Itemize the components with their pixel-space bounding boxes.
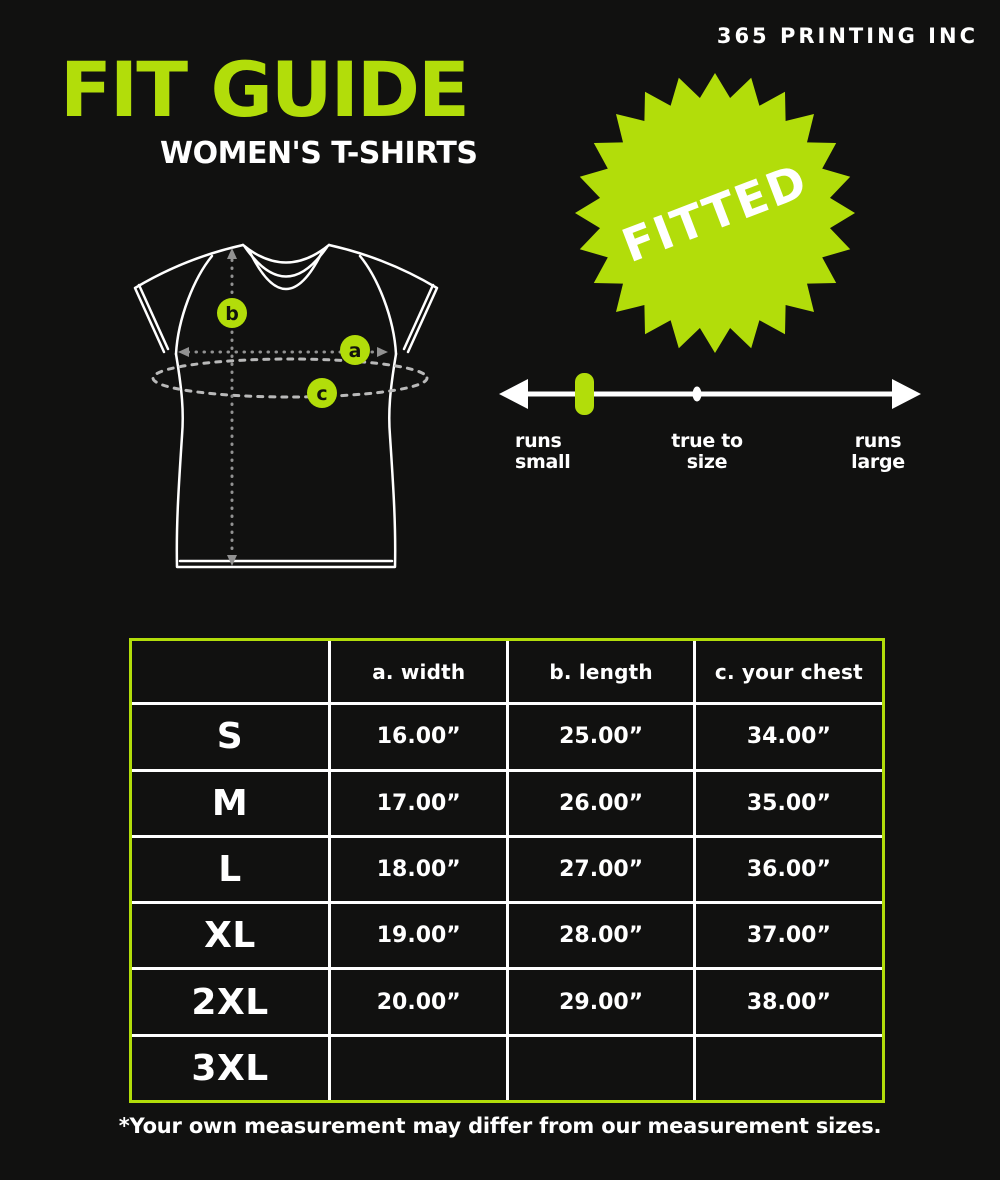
width-cell: 18.00” [331,838,506,901]
size-cell: M [132,772,328,835]
chest-cell: 37.00” [696,904,882,967]
table-header-length: b. length [509,641,692,702]
fit-scale [495,358,925,428]
chest-cell: 35.00” [696,772,882,835]
chest-cell: 38.00” [696,970,882,1033]
size-table [129,638,885,1103]
length-cell: 29.00” [509,970,692,1033]
chest-ellipse [153,359,427,397]
length-cell: 25.00” [509,705,692,768]
fitted-badge [572,70,858,356]
tshirt-outline-icon [135,245,437,567]
scale-arrow-icon [499,379,921,409]
page-subtitle: WOMEN'S T-SHIRTS [160,136,478,171]
length-arrow [227,248,237,566]
width-cell: 17.00” [331,772,506,835]
chest-cell [696,1037,882,1100]
size-cell: L [132,838,328,901]
marker-label-c: c [316,383,328,405]
table-header-size [132,641,328,702]
width-cell: 16.00” [331,705,506,768]
length-cell: 26.00” [509,772,692,835]
scale-label-true-to-size: true to size [671,430,743,473]
length-cell: 27.00” [509,838,692,901]
page-title: FIT GUIDE [60,45,468,134]
fitted-badge-label: FITTED [614,153,816,273]
size-cell: XL [132,904,328,967]
length-cell [509,1037,692,1100]
brand-name: 365 PRINTING INC [716,24,978,48]
table-header-width: a. width [331,641,506,702]
scale-label-runs-small: runs small [515,430,571,473]
measurement-disclaimer: *Your own measurement may differ from our measurement sizes. [118,1114,882,1138]
width-cell: 20.00” [331,970,506,1033]
chest-cell: 36.00” [696,838,882,901]
true-to-size-dot [693,387,702,402]
width-cell [331,1037,506,1100]
size-cell: S [132,705,328,768]
table-header-chest: c. your chest [696,641,882,702]
marker-label-b: b [225,303,239,325]
length-cell: 28.00” [509,904,692,967]
size-cell: 2XL [132,970,328,1033]
scale-label-runs-large: runs large [851,430,905,473]
size-cell: 3XL [132,1037,328,1100]
width-cell: 19.00” [331,904,506,967]
chest-cell: 34.00” [696,705,882,768]
tshirt-diagram [100,220,480,600]
marker-label-a: a [348,340,362,362]
scale-marker [575,373,594,415]
